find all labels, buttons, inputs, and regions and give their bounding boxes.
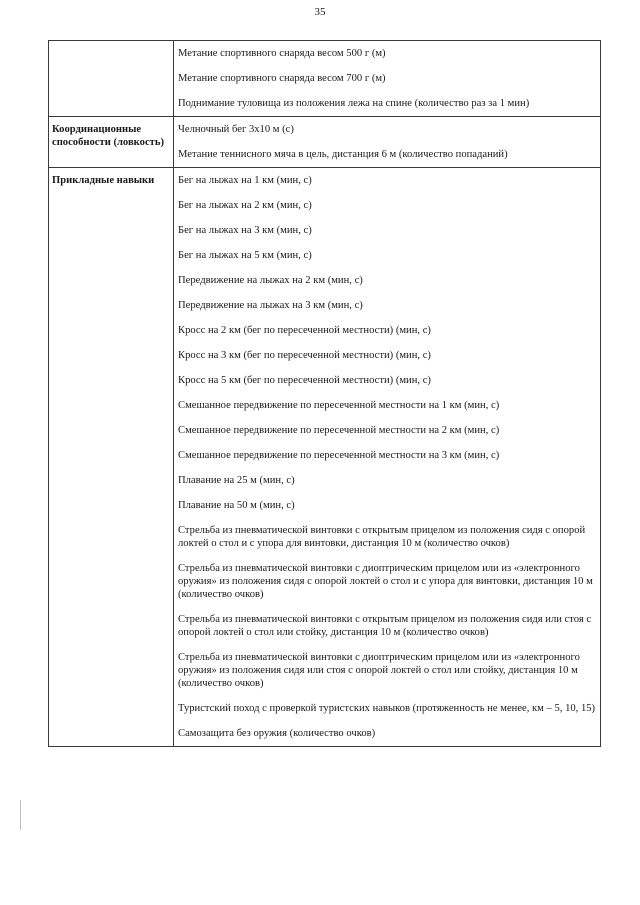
list-item: Метание спортивного снаряда весом 700 г (м) bbox=[178, 73, 386, 84]
norms-table bbox=[48, 40, 601, 747]
list-item: Поднимание туловища из положения лежа на спине (количество раз за 1 мин) bbox=[178, 98, 530, 109]
list-item: Кросс на 5 км (бег по пересеченной местности) (мин, с) bbox=[178, 375, 431, 386]
category-label: Прикладные навыки bbox=[52, 175, 155, 186]
list-item: Стрельба из пневматической винтовки с открытым прицелом из положения сидя или стоя с опорой локтей о стол или стойку, дистанция 10 м (количество очков) bbox=[178, 614, 592, 638]
list-item: Бег на лыжах на 1 км (мин, с) bbox=[178, 175, 312, 186]
category-cell bbox=[49, 168, 174, 747]
list-item: Передвижение на лыжах на 2 км (мин, с) bbox=[178, 275, 363, 286]
table-row bbox=[49, 168, 601, 747]
list-item: Стрельба из пневматической винтовки с диоптрическим прицелом или из «электронного оружия» из положения сидя или стоя с опорой локтей о стол или стойку, дистанция 10 м (количество очков) bbox=[178, 652, 580, 689]
list-item: Самозащита без оружия (количество очков) bbox=[178, 728, 376, 739]
scan-margin-mark bbox=[20, 800, 23, 830]
list-item: Кросс на 3 км (бег по пересеченной местности) (мин, с) bbox=[178, 350, 431, 361]
list-item: Стрельба из пневматической винтовки с диоптрическим прицелом или из «электронного оружия» из положения сидя с опорой локтей о стол и с упора для винтовки, дистанция 10 м (количество очков) bbox=[178, 563, 593, 600]
list-item: Стрельба из пневматической винтовки с открытым прицелом из положения сидя с опорой локтей о стол и с упора для винтовки, дистанция 10 м (количество очков) bbox=[178, 525, 586, 549]
list-item: Смешанное передвижение по пересеченной местности на 1 км (мин, с) bbox=[178, 400, 500, 411]
list-item: Плавание на 25 м (мин, с) bbox=[178, 475, 295, 486]
list-item: Бег на лыжах на 2 км (мин, с) bbox=[178, 200, 312, 211]
list-item: Бег на лыжах на 3 км (мин, с) bbox=[178, 225, 312, 236]
category-cell bbox=[49, 117, 174, 168]
table-row bbox=[49, 117, 601, 168]
category-cell bbox=[49, 41, 174, 117]
list-item: Метание теннисного мяча в цель, дистанция 6 м (количество попаданий) bbox=[178, 149, 508, 160]
list-item: Челночный бег 3x10 м (с) bbox=[178, 124, 294, 135]
list-item: Смешанное передвижение по пересеченной местности на 2 км (мин, с) bbox=[178, 425, 500, 436]
list-item: Передвижение на лыжах на 3 км (мин, с) bbox=[178, 300, 363, 311]
category-label bbox=[49, 41, 173, 47]
table-row bbox=[49, 41, 601, 117]
page-number: 35 bbox=[314, 6, 326, 18]
list-item: Туристский поход с проверкой туристских навыков (протяженность не менее, км – 5, 10, 15) bbox=[178, 703, 596, 714]
list-item: Бег на лыжах на 5 км (мин, с) bbox=[178, 250, 312, 261]
list-item: Смешанное передвижение по пересеченной местности на 3 км (мин, с) bbox=[178, 450, 500, 461]
items-cell bbox=[174, 168, 601, 747]
items-cell bbox=[174, 41, 601, 117]
category-label: Координационные способности (ловкость) bbox=[52, 124, 164, 148]
list-item: Метание спортивного снаряда весом 500 г (м) bbox=[178, 48, 386, 59]
items-cell bbox=[174, 117, 601, 168]
list-item: Кросс на 2 км (бег по пересеченной местности) (мин, с) bbox=[178, 325, 431, 336]
list-item: Плавание на 50 м (мин, с) bbox=[178, 500, 295, 511]
